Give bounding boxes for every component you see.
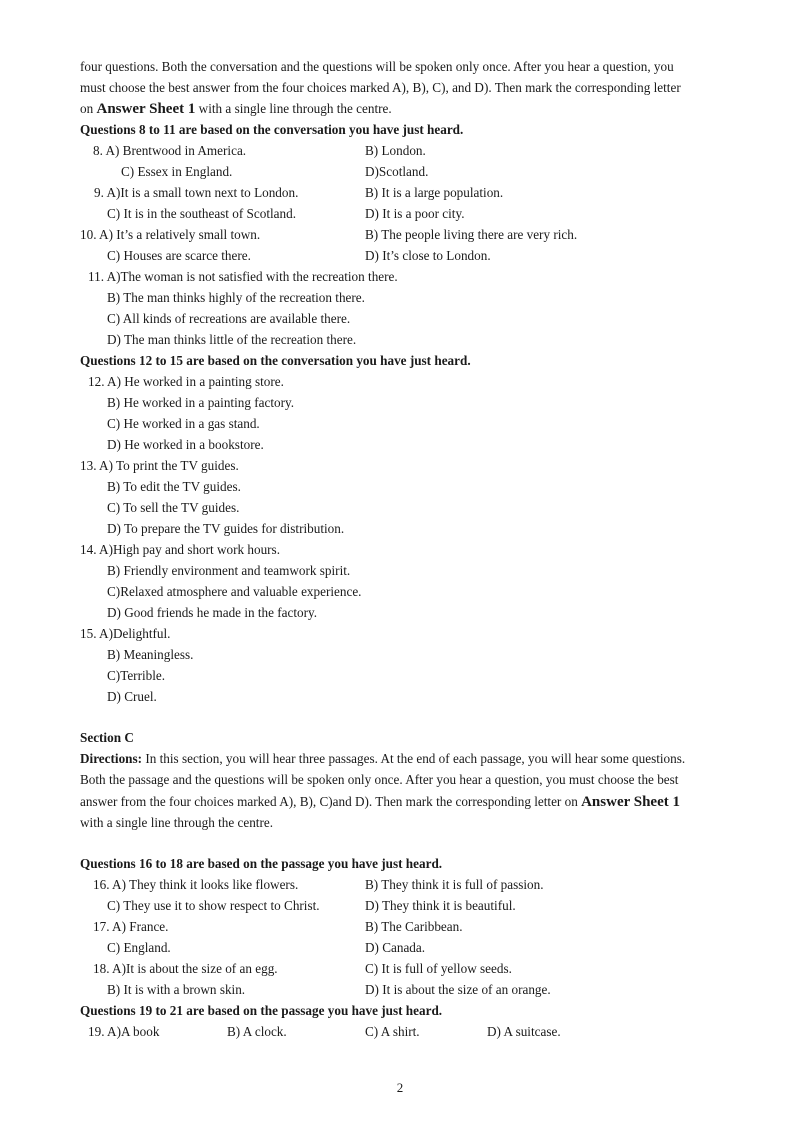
intro-line-3-pre: on (80, 101, 97, 116)
option: D) Cruel. (107, 689, 157, 704)
option: D) A suitcase. (487, 1024, 561, 1039)
directions-label: Directions: (80, 751, 143, 766)
option: 13. A) To print the TV guides. (80, 458, 239, 473)
option: 16. A) They think it looks like flowers. (93, 877, 299, 892)
option: B) Friendly environment and teamwork spirit. (107, 563, 351, 578)
group-heading: Questions 12 to 15 are based on the conversation you have just heard. (80, 353, 471, 368)
option: D) It is about the size of an orange. (365, 982, 551, 997)
intro-line-2: must choose the best answer from the four choices marked A), B), C), and D). Then mark the corresponding letter (80, 80, 681, 95)
option: D) Good friends he made in the factory. (107, 605, 318, 620)
intro-line-3 (80, 99, 392, 119)
option: D) To prepare the TV guides for distribution. (107, 521, 345, 536)
option: D)Scotland. (365, 164, 429, 179)
option: C) England. (107, 940, 171, 955)
group-heading: Questions 19 to 21 are based on the passage you have just heard. (80, 1003, 443, 1018)
option: D) He worked in a bookstore. (107, 437, 264, 452)
option: 12. A) He worked in a painting store. (88, 374, 284, 389)
option: C) A shirt. (365, 1024, 420, 1039)
option: C) Essex in England. (121, 164, 233, 179)
option: C) Houses are scarce there. (107, 248, 251, 263)
directions-line-4: with a single line through the centre. (80, 815, 273, 830)
option: C) He worked in a gas stand. (107, 416, 260, 431)
option: B) Meaningless. (107, 647, 194, 662)
option: B) A clock. (227, 1024, 287, 1039)
option: 10. A) It’s a relatively small town. (80, 227, 261, 242)
option: B) The people living there are very rich. (365, 227, 578, 242)
option: 15. A)Delightful. (80, 626, 171, 641)
option: D) Canada. (365, 940, 426, 955)
option: D) It’s close to London. (365, 248, 491, 263)
option: B) He worked in a painting factory. (107, 395, 295, 410)
option: D) They think it is beautiful. (365, 898, 516, 913)
option: B) The Caribbean. (365, 919, 463, 934)
intro-line-1: four questions. Both the conversation and the questions will be spoken only once. After you hear a question, you (80, 59, 674, 74)
option: D) It is a poor city. (365, 206, 465, 221)
option: 17. A) France. (93, 919, 169, 934)
answer-sheet-label: Answer Sheet 1 (96, 101, 196, 117)
option: B) To edit the TV guides. (107, 479, 241, 494)
option: 19. A)A book (88, 1024, 160, 1039)
option: C) They use it to show respect to Christ. (107, 898, 320, 913)
option: B) It is with a brown skin. (107, 982, 246, 997)
option: 11. A)The woman is not satisfied with the recreation there. (88, 269, 398, 284)
option: B) The man thinks highly of the recreation there. (107, 290, 365, 305)
option: B) It is a large population. (365, 185, 504, 200)
option: 14. A)High pay and short work hours. (80, 542, 280, 557)
option: C) All kinds of recreations are available there. (107, 311, 351, 326)
section-title: Section C (80, 730, 134, 745)
option: 8. A) Brentwood in America. (93, 143, 247, 158)
directions-text-1: In this section, you will hear three passages. At the end of each passage, you will hear some questions. (142, 751, 686, 766)
option: B) London. (365, 143, 426, 158)
directions-line-1 (80, 749, 685, 769)
group-heading: Questions 16 to 18 are based on the passage you have just heard. (80, 856, 443, 871)
option: C) It is in the southeast of Scotland. (107, 206, 296, 221)
option: 18. A)It is about the size of an egg. (93, 961, 278, 976)
option: B) They think it is full of passion. (365, 877, 544, 892)
option: C)Relaxed atmosphere and valuable experience. (107, 584, 362, 599)
directions-text-3: answer from the four choices marked A), B), C)and D). Then mark the corresponding letter on (80, 794, 582, 809)
group-heading: Questions 8 to 11 are based on the conversation you have just heard. (80, 122, 464, 137)
option: C) It is full of yellow seeds. (365, 961, 512, 976)
directions-line-2: Both the passage and the questions will be spoken only once. After you hear a question, you must choose the best (80, 772, 679, 787)
answer-sheet-label: Answer Sheet 1 (581, 794, 680, 810)
option: D) The man thinks little of the recreation there. (107, 332, 357, 347)
directions-line-3 (80, 792, 680, 812)
intro-line-3-post: with a single line through the centre. (195, 101, 392, 116)
option: C) To sell the TV guides. (107, 500, 240, 515)
page-number: 2 (396, 1080, 404, 1095)
option: C)Terrible. (107, 668, 166, 683)
option: 9. A)It is a small town next to London. (94, 185, 299, 200)
